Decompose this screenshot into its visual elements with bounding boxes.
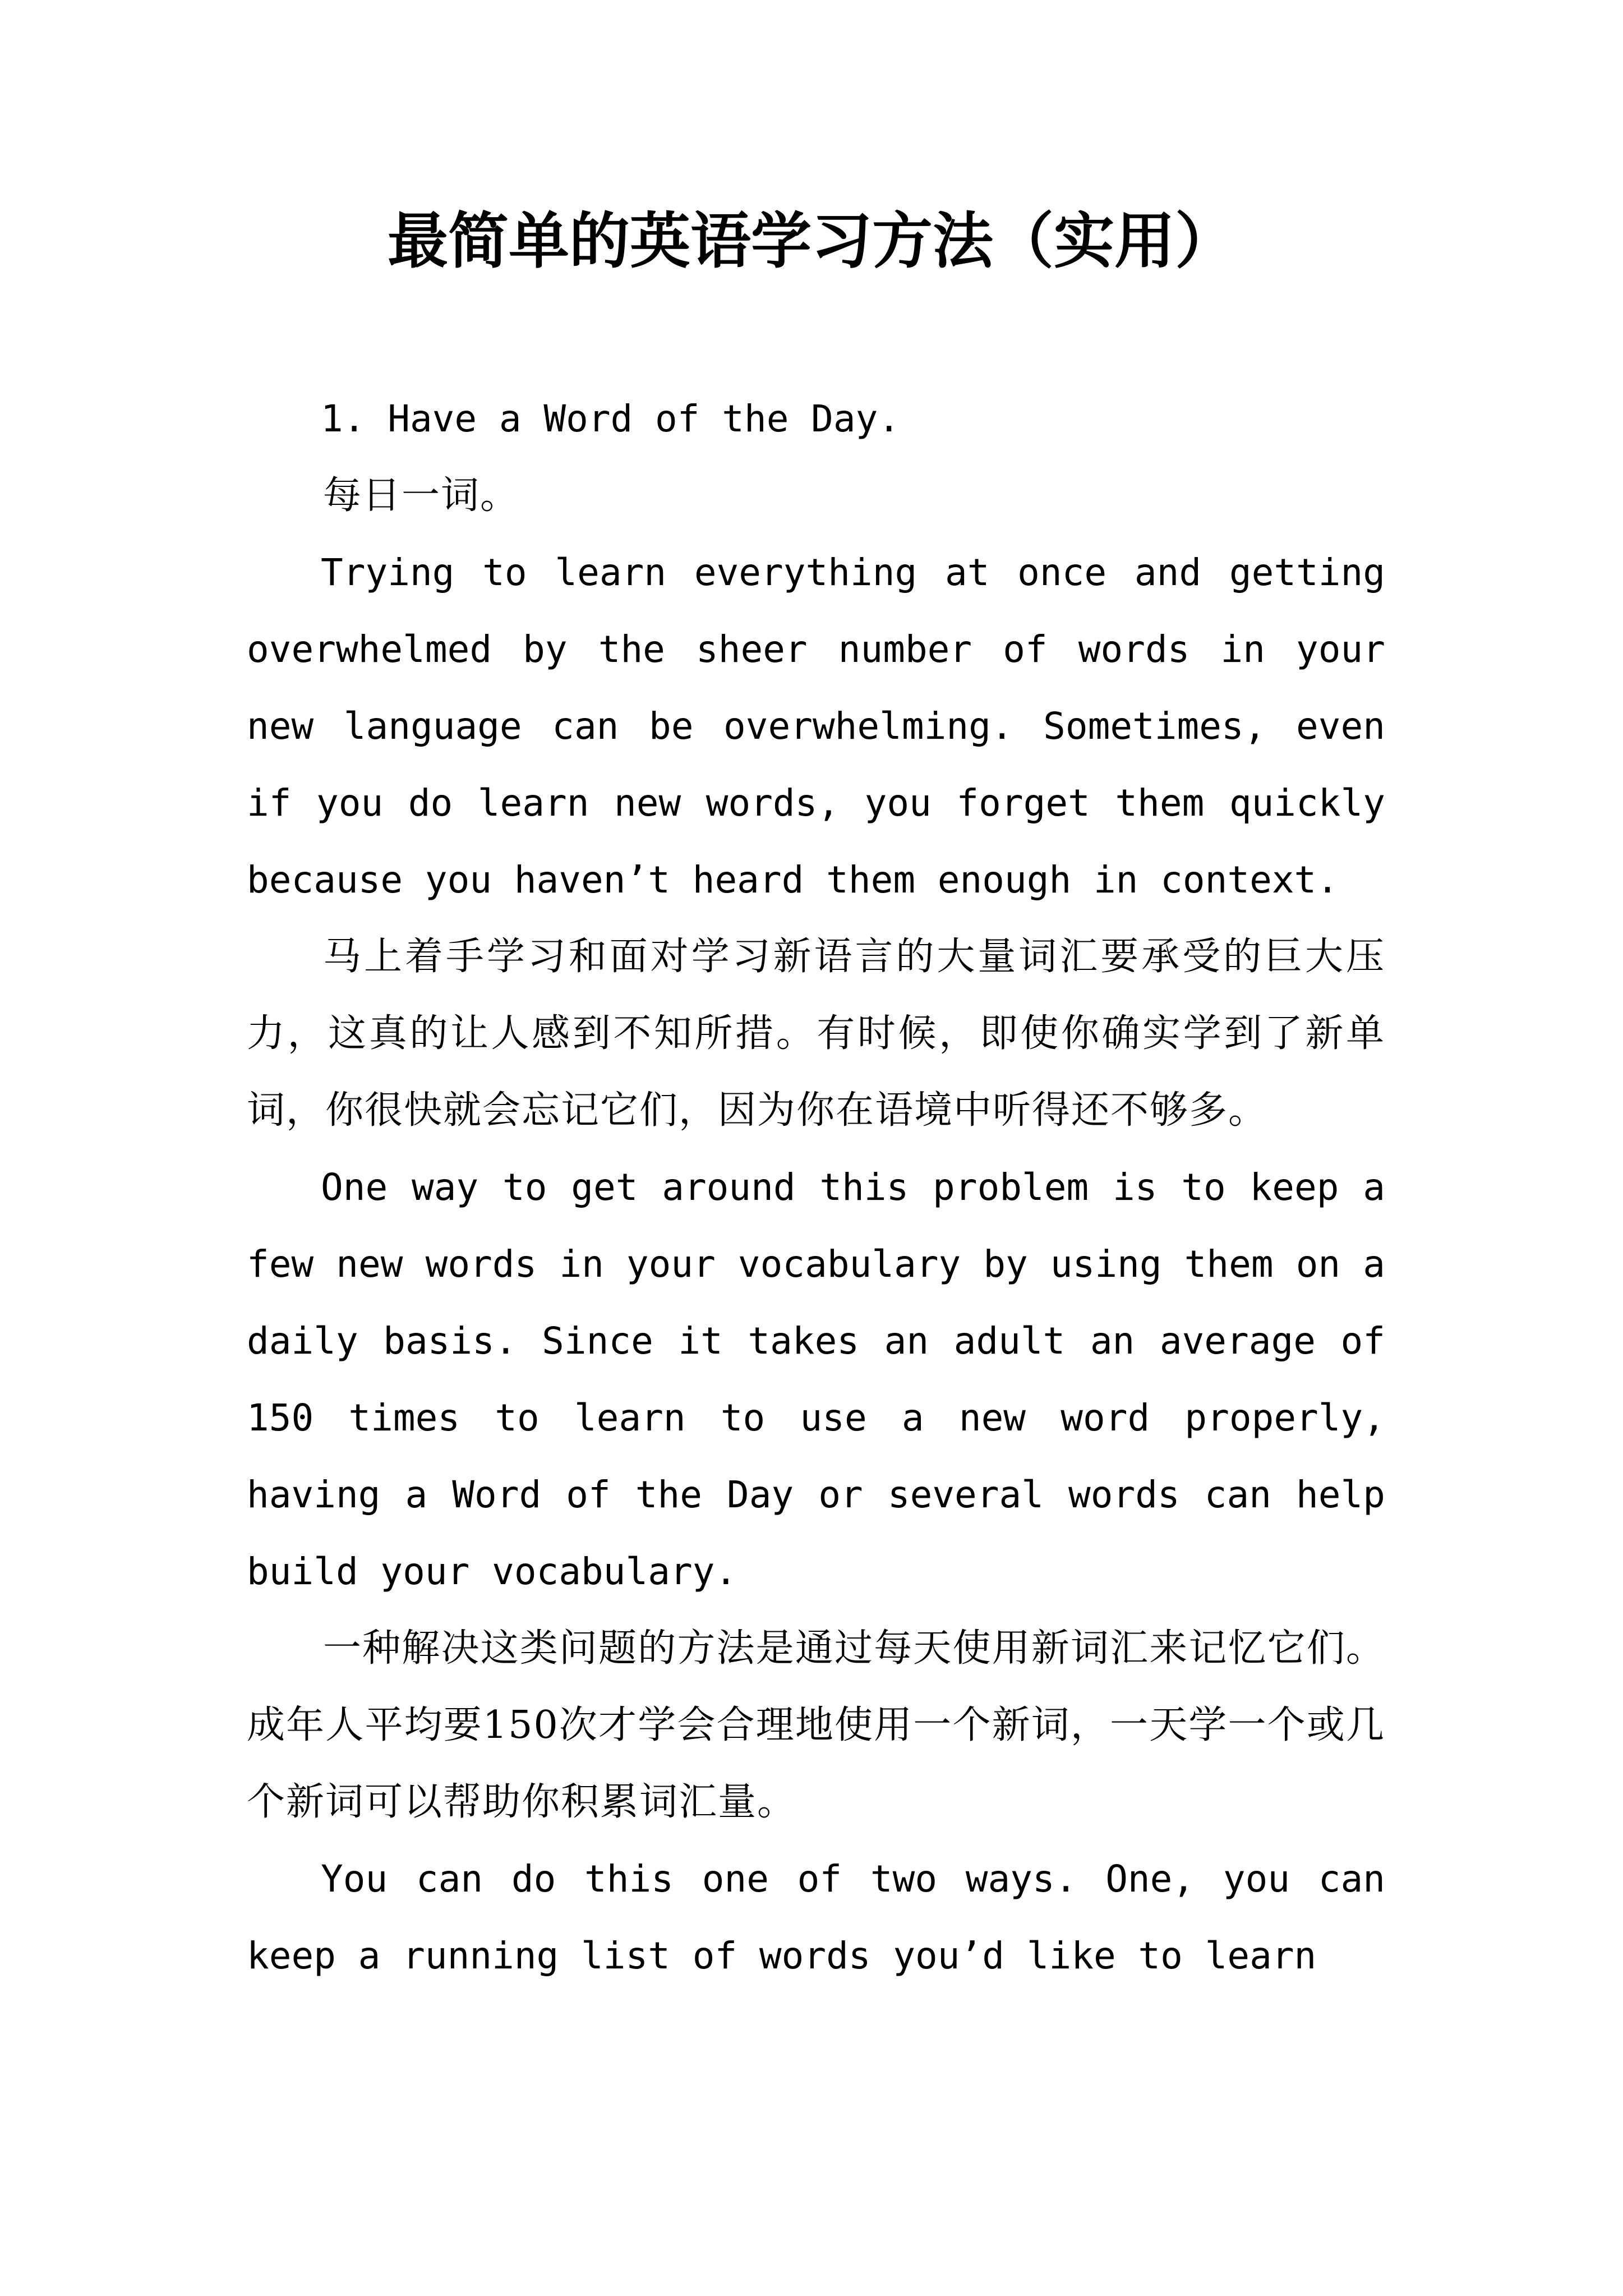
document-body <box>247 380 1385 1994</box>
section-heading: 1. Have a Word of the Day. <box>321 397 901 440</box>
paragraph-chinese: 马上着手学习和面对学习新语言的大量词汇要承受的巨大压力，这真的让人感到不知所措。有时候，即使你确实学到了新单词，你很快就会忘记它们，因为你在语境中听得还不够多。 <box>247 935 1385 1133</box>
paragraph-english: You can do this one of two ways. One, you can keep a running list of words you’d like to learn <box>247 1857 1385 1977</box>
paragraph-english: Trying to learn everything at once and getting overwhelmed by the sheer number of words in your new language can be overwhelming. Sometimes, even if you do learn new words, you forget them quickly because you haven’t heard them enough in context. <box>247 551 1385 901</box>
paragraph-english: One way to get around this problem is to keep a few new words in your vocabulary by using them on a daily basis. Since it takes an adult an average of 150 times to learn to use a new word properly, having a Word of the Day or several words can help build your vocabulary. <box>247 1166 1385 1593</box>
section-heading-translation: 每日一词。 <box>323 473 520 518</box>
paragraph-chinese: 一种解决这类问题的方法是通过每天使用新词汇来记忆它们。成年人平均要150次才学会合理地使用一个新词，一天学一个或几个新词可以帮助你积累词汇量。 <box>247 1626 1385 1824</box>
document-title: 最简单的英语学习方法（实用） <box>387 206 1235 277</box>
